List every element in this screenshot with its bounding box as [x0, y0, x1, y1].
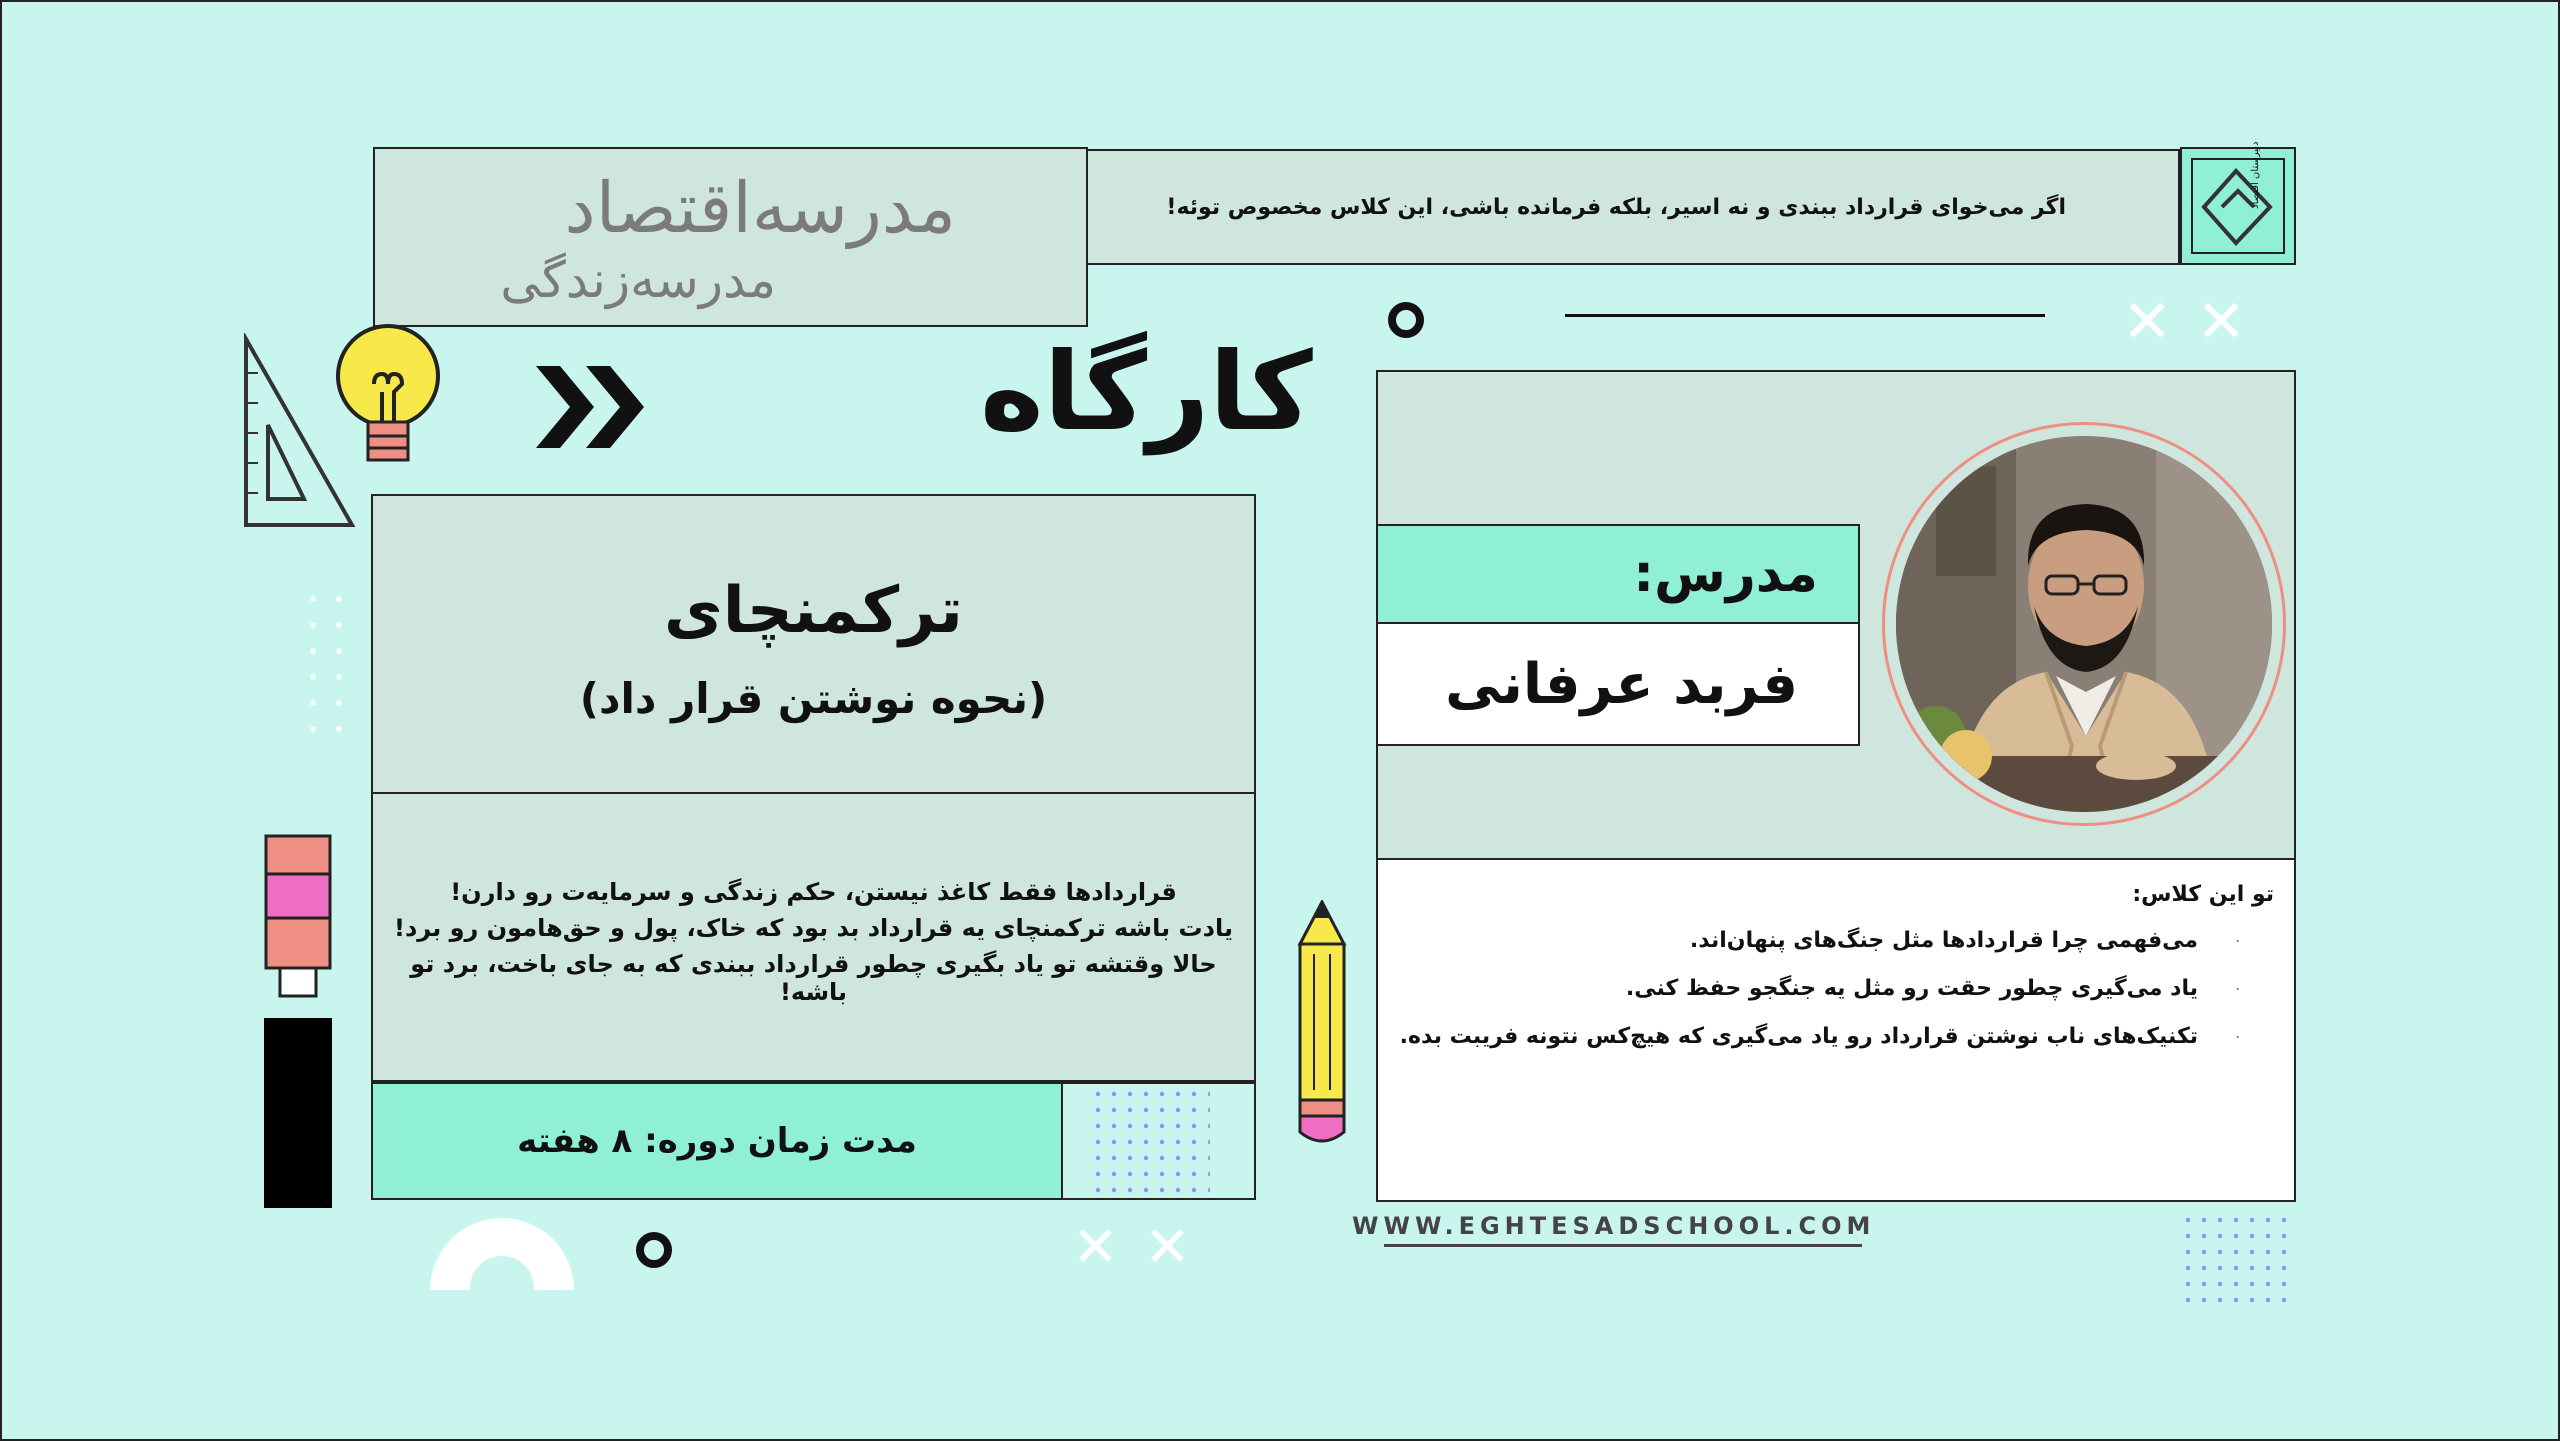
- badge-logo-icon: [2182, 149, 2294, 263]
- logo-box: [373, 147, 1088, 327]
- class-info-item: یاد می‌گیری چطور حقت رو مثل یه جنگجو حفظ کنی.: [1625, 976, 2198, 1001]
- divider-line: [1565, 314, 2045, 317]
- duration-bar-right: [1061, 1082, 1256, 1200]
- small-ring-icon-2: [636, 1232, 672, 1268]
- small-ring-icon: [1388, 302, 1424, 338]
- instructor-portrait-illustration: [1896, 436, 2272, 812]
- badge-logo: [2180, 141, 2296, 265]
- duration-bar: [371, 1082, 1063, 1200]
- description-line: حالا وقتشه تو یاد بگیری چطور قرارداد ببندی که به جای باخت، برد تو باشه!: [410, 950, 1217, 1006]
- dot-pattern-right: [2180, 1212, 2296, 1308]
- class-info-item: تکنیک‌های ناب نوشتن قرارداد رو یاد می‌گیری که هیچ‌کس نتونه فریبت بده.: [1399, 1024, 2198, 1049]
- badge-text: دبیرستان اقتصاد: [2250, 141, 2261, 209]
- instructor-photo: [1896, 436, 2272, 812]
- website-underline: [1384, 1244, 1862, 1247]
- dot-pattern-left: [300, 586, 360, 736]
- class-info-bullet: ·: [2235, 934, 2240, 950]
- close-x-icon-2: ✕: [2196, 287, 2247, 357]
- workshop-heading: کارگاه: [980, 330, 1313, 455]
- class-info-heading: تو این کلاس:: [2132, 882, 2274, 907]
- course-title: ترکمنچای: [664, 574, 963, 648]
- close-x-icon-4: ✕: [1144, 1215, 1191, 1280]
- description-line: قراردادها فقط کاغذ نیستن، حکم زندگی و سرمایه‌ت رو دارن!: [450, 878, 1177, 906]
- tagline-text: اگر می‌خوای قرارداد ببندی و نه اسیر، بلکه فرمانده باشی، این کلاس مخصوص توئه!: [1166, 194, 2066, 220]
- instructor-name: فربد عرفانی: [1445, 651, 1798, 717]
- close-x-icon-3: ✕: [1072, 1215, 1119, 1280]
- class-info-bullet: ·: [2235, 982, 2240, 998]
- description-line: یادت باشه ترکمنچای یه قرارداد بد بود که خاک، پول و حق‌هامون رو برد!: [394, 914, 1233, 942]
- close-x-icon: ✕: [2122, 287, 2173, 357]
- course-title-panel: [371, 494, 1256, 794]
- class-info-item: می‌فهمی چرا قراردادها مثل جنگ‌های پنهان‌اند.: [1689, 928, 2198, 953]
- logo-sub-text: مدرسه‌زندگی: [500, 251, 776, 309]
- course-subtitle: (نحوه نوشتن قرار داد): [579, 674, 1048, 723]
- pencil-icon: [1292, 900, 1352, 1150]
- tagline-bar: [1086, 149, 2180, 265]
- website-link[interactable]: WWW.EGHTESADSCHOOL.COM: [1352, 1212, 1876, 1240]
- class-info-panel: [1376, 858, 2296, 1202]
- class-info-bullet: ·: [2235, 1030, 2240, 1046]
- logo-main-text: مدرسه‌اقتصاد: [564, 167, 956, 249]
- double-chevron-icon: [532, 362, 652, 452]
- light-bulb-icon: [330, 322, 446, 482]
- instructor-name-box: [1376, 622, 1860, 746]
- course-description-panel: [371, 792, 1256, 1082]
- duration-text: مدت زمان دوره: ۸ هفته: [517, 1121, 917, 1161]
- marker-icon: [262, 832, 338, 1212]
- instructor-label: مدرس:: [1633, 544, 1818, 604]
- instructor-label-box: [1376, 524, 1860, 624]
